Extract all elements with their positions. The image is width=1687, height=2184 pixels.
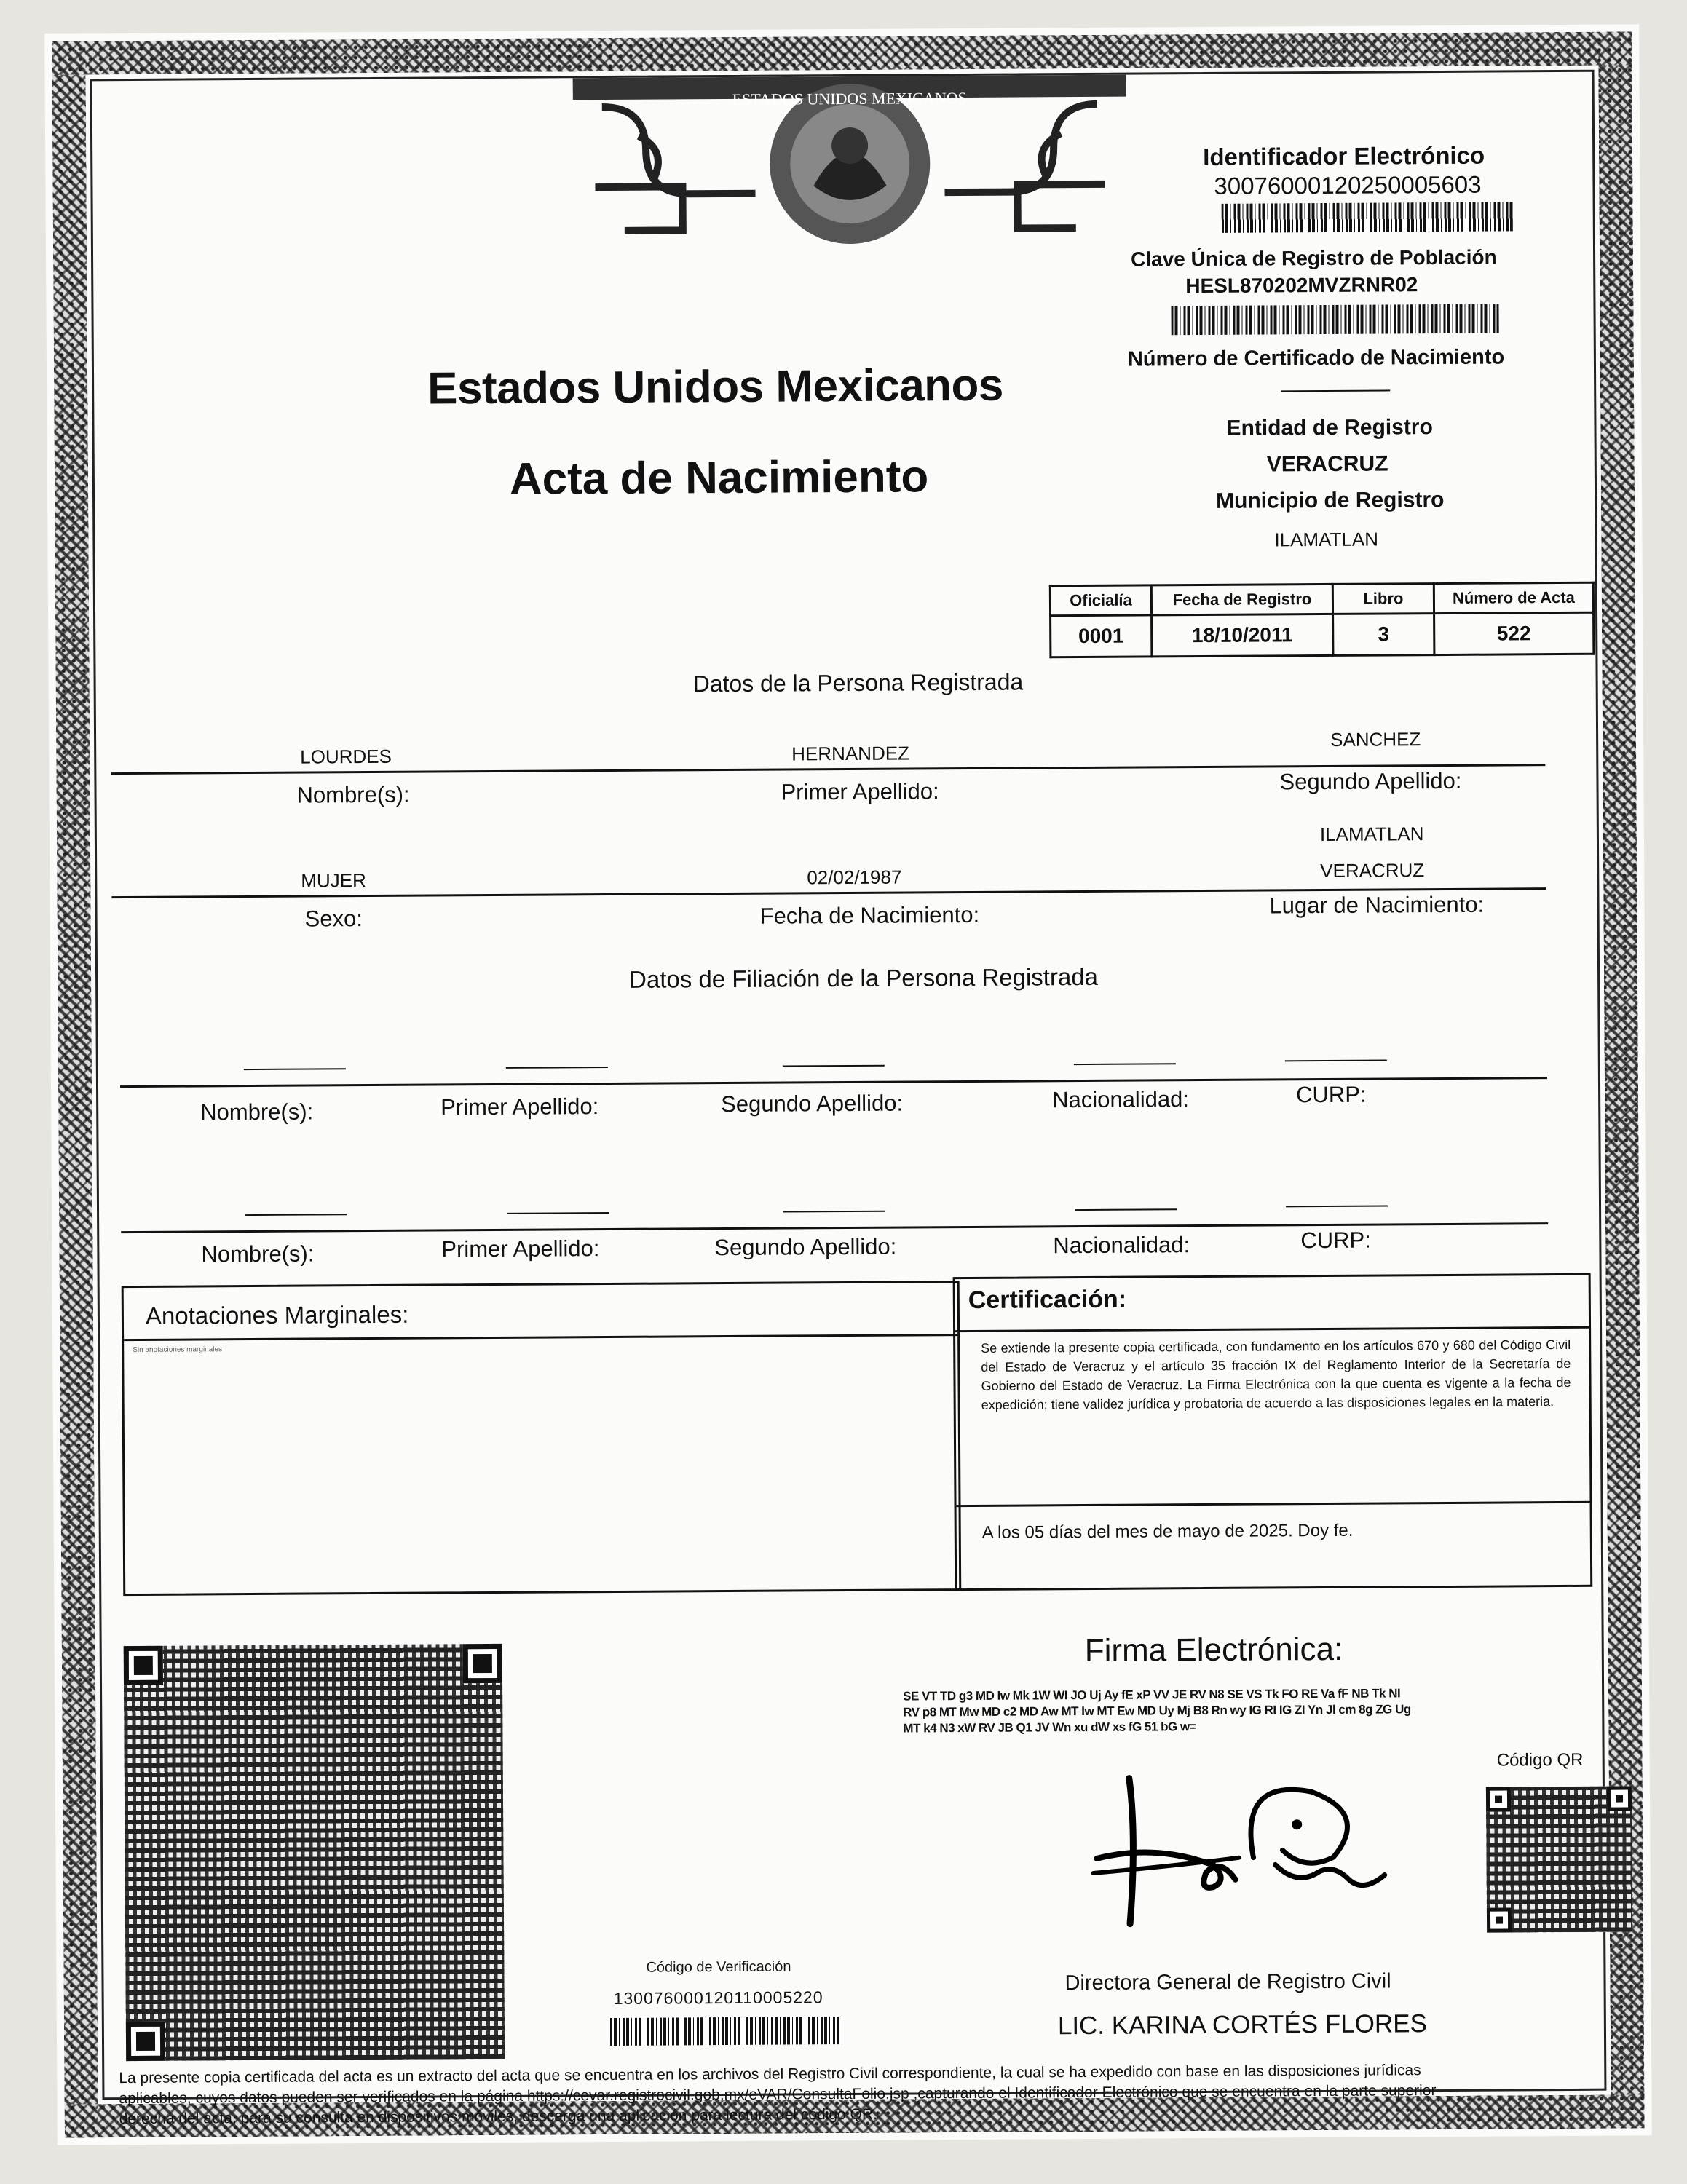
entity-value: VERACRUZ — [1266, 451, 1388, 477]
cert-number-line — [1281, 389, 1390, 392]
filiation-blank — [1286, 1205, 1388, 1207]
signature-hash-line2: RV p8 MT Mw MD c2 MD Aw MT Iw MT Ew MD Uy Mj B8 Rn wy IG RI IG ZI Yn Jl cm 8g ZG Ug — [903, 1702, 1411, 1720]
emblem-legend: ESTADOS UNIDOS MEXICANOS — [732, 88, 967, 108]
header-numero-acta: Número de Acta — [1434, 582, 1593, 613]
filiation-blank — [245, 1214, 347, 1216]
filiation-blank — [506, 1067, 608, 1069]
value-oficialia: 0001 — [1051, 615, 1152, 657]
municipality-label: Municipio de Registro — [1216, 487, 1445, 513]
person-name: LOURDES — [300, 745, 392, 768]
person-second-surname: SANCHEZ — [1330, 728, 1421, 751]
filiation2-curp-label: CURP: — [1300, 1227, 1371, 1254]
filiation-blank — [244, 1068, 346, 1070]
cert-number-label: Número de Certificado de Nacimiento — [1127, 345, 1505, 371]
certification-label: Certificación: — [968, 1285, 1127, 1314]
person-birth-date: 02/02/1987 — [807, 866, 902, 889]
municipality-value: ILAMATLAN — [1274, 528, 1379, 551]
filiation-blank — [783, 1211, 885, 1213]
header-libro: Libro — [1332, 584, 1434, 614]
annotations-note: Sin anotaciones marginales — [133, 1345, 223, 1355]
electronic-id-value: 30076000120250005603 — [1214, 170, 1482, 199]
document-title: Acta de Nacimiento — [509, 451, 929, 505]
filiation2-first-label: Primer Apellido: — [441, 1235, 600, 1262]
person-section-title: Datos de la Persona Registrada — [692, 668, 1024, 697]
first-surname-label: Primer Apellido: — [781, 778, 939, 805]
person-sex: MUJER — [301, 869, 366, 892]
electronic-id-label: Identificador Electrónico — [1203, 141, 1485, 170]
certificate-body — [90, 70, 1607, 2128]
name-label: Nombre(s): — [296, 781, 410, 808]
birth-place-line2: VERACRUZ — [1320, 859, 1425, 882]
certification-box — [953, 1273, 1593, 1591]
filiation-blank — [783, 1065, 885, 1067]
certification-date-divider — [957, 1501, 1590, 1507]
footer-line3: derecha del acta, para su consulta en dispositivos móviles, descarga una aplicación para lectura del código QR. — [119, 2105, 877, 2128]
filiation1-curp-label: CURP: — [1295, 1081, 1367, 1108]
handwritten-signature-icon — [1086, 1769, 1393, 1961]
certification-date: A los 05 días del mes de mayo de 2025. Doy fe. — [981, 1520, 1354, 1543]
country-title: Estados Unidos Mexicanos — [427, 360, 1004, 414]
birth-certificate-sheet — [44, 24, 1652, 2145]
birth-place-label: Lugar de Nacimiento: — [1269, 891, 1485, 919]
verification-label: Código de Verificación — [646, 1958, 791, 1976]
filiation-blank — [1285, 1059, 1387, 1061]
annotations-box — [122, 1281, 962, 1596]
electronic-id-barcode — [1222, 202, 1513, 232]
birth-place-line1: ILAMATLAN — [1319, 823, 1424, 846]
curp-barcode — [1171, 304, 1498, 336]
signature-hash-line1: SE VT TD g3 MD Iw Mk 1W WI JO Uj Ay fE xP VV JE RV N8 SE VS Tk FO RE Va fF NB Tk NI — [903, 1686, 1401, 1704]
annotations-divider — [124, 1334, 957, 1341]
value-libro: 3 — [1333, 614, 1434, 656]
small-qr-code — [1486, 1786, 1632, 1932]
filiation2-nationality-label: Nacionalidad: — [1053, 1232, 1190, 1259]
signer-name: LIC. KARINA CORTÉS FLORES — [1057, 2009, 1428, 2041]
verification-code: 130076000120110005220 — [613, 1987, 823, 2008]
filiation1-second-label: Segundo Apellido: — [721, 1090, 904, 1117]
certification-divider — [955, 1326, 1589, 1332]
certification-text: Se extiende la presente copia certificada, con fundamento en los artículos 670 y 680 del Código Civil del Estado de Veracruz y el artículo 35 fracción IX del Reglamento Interior de la Secretaría de Gobierno del Estado de Veracruz. La Firma Electrónica con la que cuenta es vigente a la fecha de expedición; tiene validez jurídica y probatoria de acuerdo a las disposiciones legales en la materia. — [981, 1337, 1571, 1412]
filiation1-name-label: Nombre(s): — [200, 1099, 314, 1125]
filiation-section-title: Datos de Filiación de la Persona Registrada — [628, 962, 1099, 993]
filiation2-name-label: Nombre(s): — [201, 1241, 315, 1267]
curp-label: Clave Única de Registro de Población — [1130, 245, 1497, 271]
annotations-label: Anotaciones Marginales: — [145, 1300, 409, 1329]
signature-hash-line3: MT k4 N3 xW RV JB Q1 JV Wn xu dW xs fG 51 bG w= — [903, 1720, 1197, 1736]
small-qr-label: Código QR — [1496, 1749, 1584, 1770]
footer-line1: La presente copia certificada del acta es un extracto del acta que se encuentra en los archivos del Registro Civil correspondiente, la cual se ha expedido con base en las disposiciones jurídicas — [119, 2062, 1421, 2087]
sex-label: Sexo: — [304, 906, 363, 932]
filiation1-nationality-label: Nacionalidad: — [1052, 1086, 1190, 1113]
footer-legal-text — [119, 2060, 1619, 2130]
national-emblem-header — [573, 75, 1128, 275]
person-first-surname: HERNANDEZ — [791, 742, 910, 765]
filiation-blank — [507, 1212, 609, 1214]
value-fecha-registro: 18/10/2011 — [1152, 614, 1333, 657]
second-surname-label: Segundo Apellido: — [1279, 767, 1462, 795]
coat-of-arms-icon — [573, 75, 1128, 275]
signer-title: Directora General de Registro Civil — [1064, 1969, 1391, 1995]
filiation-blank — [1075, 1208, 1177, 1211]
filiation1-first-label: Primer Apellido: — [440, 1093, 599, 1120]
filiation-blank — [1074, 1063, 1176, 1065]
birth-date-label: Fecha de Nacimiento: — [759, 901, 980, 929]
header-fecha-registro: Fecha de Registro — [1151, 584, 1332, 615]
verification-barcode — [610, 2017, 843, 2046]
verification-qr-code — [124, 1644, 505, 2061]
footer-line2: aplicables, cuyos datos pueden ser verificados en la página https://cevar.registrocivil.gob.mx/eVAR/ConsultaFolio.jsp ,capturando el Identificador Electrónico que se encuentra en la parte superior — [119, 2082, 1437, 2108]
signature-label: Firma Electrónica: — [1084, 1631, 1343, 1669]
curp-value: HESL870202MVZRNR02 — [1185, 273, 1418, 298]
entity-label: Entidad de Registro — [1226, 415, 1433, 440]
header-oficialia: Oficialía — [1050, 585, 1151, 616]
value-numero-acta: 522 — [1434, 612, 1594, 654]
signature-hash — [903, 1685, 1522, 1736]
registry-table — [1049, 582, 1595, 659]
filiation2-second-label: Segundo Apellido: — [714, 1233, 897, 1261]
